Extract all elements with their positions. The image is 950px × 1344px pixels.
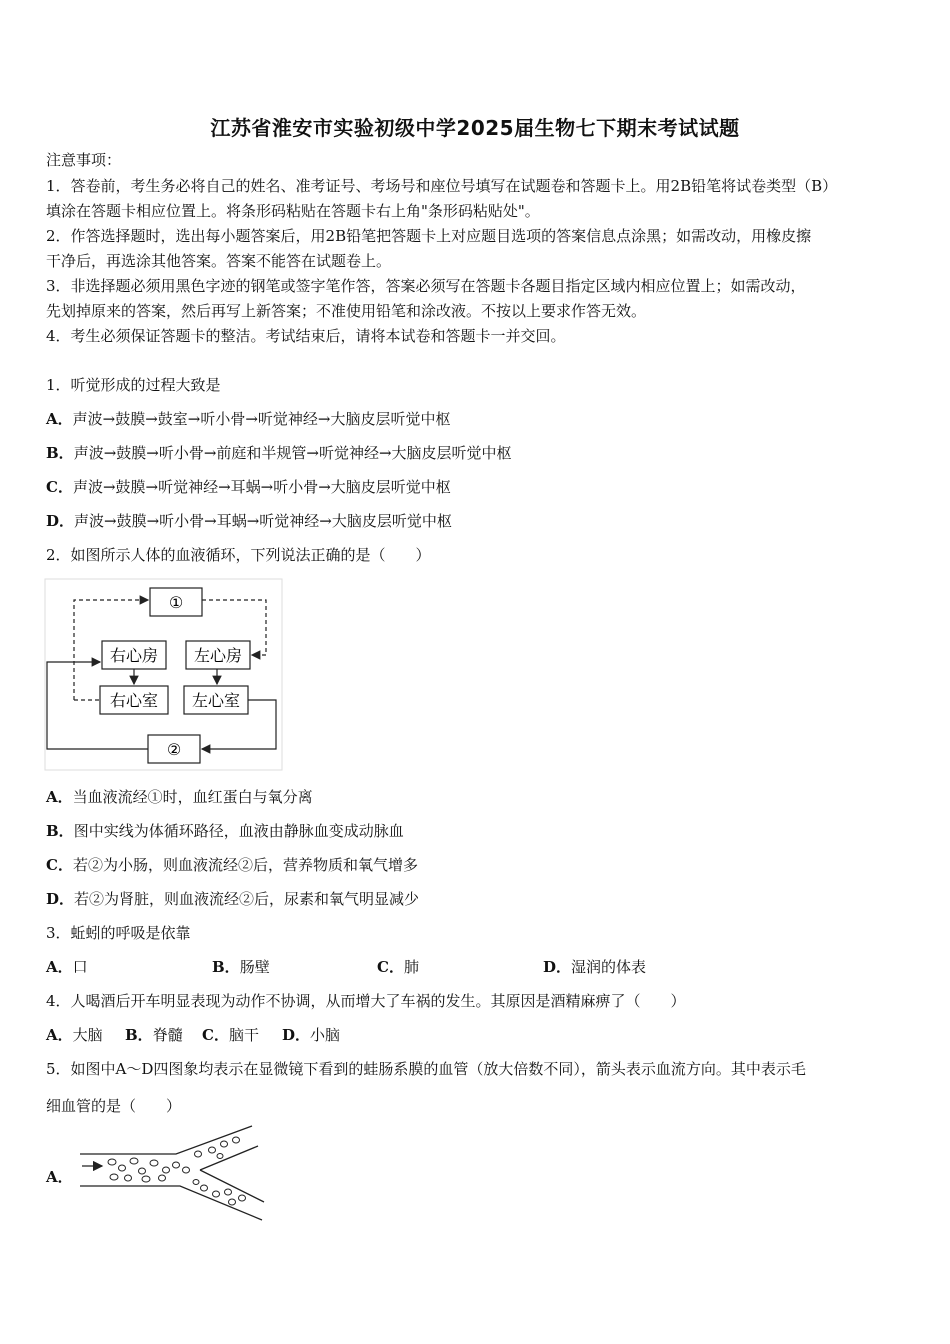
option-label: B．	[212, 958, 240, 976]
blood-circulation-diagram	[44, 578, 284, 772]
left-atrium-label: 左心房	[193, 646, 243, 665]
right-ventricle-label: 右心室	[109, 691, 159, 710]
question-4-stem: 4．人喝酒后开车明显表现为动作不协调，从而增大了车祸的发生。其原因是酒精麻痹了（ ）	[46, 992, 686, 1010]
option-label: B．	[46, 822, 74, 840]
option-text: 小脑	[310, 1026, 341, 1044]
question-5-stem-continued: 细血管的是（ ）	[46, 1097, 182, 1115]
vessel-wall-upper	[80, 1126, 252, 1154]
question-1-stem: 1．听觉形成的过程大致是	[46, 376, 221, 394]
notice-heading: 注意事项：	[46, 151, 122, 169]
option-label: D．	[282, 1026, 311, 1044]
question-4-option-d	[282, 1025, 340, 1045]
question-2-stem: 2．如图所示人体的血液循环，下列说法正确的是（ ）	[46, 546, 431, 564]
notice-item: 3．非选择题必须用黑色字迹的钢笔或签字笔作答，答案必须写在答题卡各题目指定区域内相应位置上；如需改动，	[46, 277, 806, 295]
notice-item: 填涂在答题卡相应位置上。将条形码粘贴在答题卡右上角"条形码粘贴处"。	[46, 202, 540, 220]
question-5-option-a-label	[46, 1167, 73, 1187]
question-4-option-c	[202, 1025, 259, 1045]
question-1-option-c	[46, 477, 451, 497]
option-label: B．	[125, 1026, 153, 1044]
notice-item: 先划掉原来的答案，然后再写上新答案；不准使用铅笔和涂改液。不按以上要求作答无效。	[46, 302, 647, 320]
option-label: A．	[46, 1026, 73, 1044]
node-1-label: ①	[168, 593, 184, 612]
vessel-wall-lower	[80, 1186, 262, 1220]
question-4-options	[46, 1025, 446, 1045]
option-label: C．	[202, 1026, 229, 1044]
question-4-option-b	[125, 1025, 183, 1045]
notice-item: 4．考生必须保证答题卡的整洁。考试结束后，请将本试卷和答题卡一并交回。	[46, 327, 566, 345]
question-2-option-b	[46, 821, 404, 841]
option-text: 湿润的体表	[571, 958, 647, 976]
option-text: 声波→鼓膜→听小骨→耳蜗→听觉神经→大脑皮层听觉中枢	[74, 512, 452, 530]
option-text: 当血液流经①时，血红蛋白与氧分离	[72, 788, 313, 806]
option-text: 声波→鼓膜→鼓室→听小骨→听觉神经→大脑皮层听觉中枢	[72, 410, 451, 428]
option-label: C．	[46, 856, 73, 874]
question-3-option-b	[212, 957, 270, 977]
option-label: D．	[46, 890, 75, 908]
left-ventricle-label: 左心室	[191, 691, 241, 710]
page-title: 江苏省淮安市实验初级中学2025届生物七下期末考试试题	[210, 116, 740, 140]
option-text: 脊髓	[152, 1026, 183, 1044]
question-3-options	[46, 957, 906, 977]
option-label: D．	[46, 512, 75, 530]
notice-item: 1．答卷前，考生务必将自己的姓名、准考证号、考场号和座位号填写在试题卷和答题卡上。用2B铅笔将试卷类型（B）	[46, 177, 838, 195]
notice-item: 干净后，再选涂其他答案。答案不能答在试题卷上。	[46, 252, 392, 270]
question-3-option-c	[377, 957, 419, 977]
option-text: 声波→鼓膜→听觉神经→耳蜗→听小骨→大脑皮层听觉中枢	[72, 478, 451, 496]
question-2-option-d	[46, 889, 419, 909]
option-label: C．	[46, 478, 73, 496]
blood-cells	[108, 1137, 246, 1205]
question-3-stem: 3．蚯蚓的呼吸是依靠	[46, 924, 191, 942]
option-text: 大脑	[72, 1026, 103, 1044]
blood-vessel-branching-image	[76, 1124, 272, 1226]
question-1-option-d	[46, 511, 452, 531]
option-label: A．	[46, 410, 73, 428]
option-text: 肠壁	[239, 958, 270, 976]
question-3-option-d	[543, 957, 646, 977]
node-2-label: ②	[166, 740, 182, 759]
question-3-option-a	[46, 957, 88, 977]
option-text: 图中实线为体循环路径，血液由静脉血变成动脉血	[73, 822, 404, 840]
notice-item: 2．作答选择题时，选出每小题答案后，用2B铅笔把答题卡上对应题目选项的答案信息点涂黑；如需改动，用橡皮擦	[46, 227, 812, 245]
option-label: A．	[46, 1168, 73, 1186]
option-text: 声波→鼓膜→听小骨→前庭和半规管→听觉神经→大脑皮层听觉中枢	[73, 444, 512, 462]
question-4-option-a	[46, 1025, 103, 1045]
option-text: 口	[72, 958, 88, 976]
option-label: C．	[377, 958, 404, 976]
question-2-option-c	[46, 855, 418, 875]
vessel-branch-wall-lower	[200, 1170, 264, 1202]
option-label: B．	[46, 444, 74, 462]
option-text: 脑干	[228, 1026, 259, 1044]
option-text: 肺	[403, 958, 419, 976]
right-atrium-label: 右心房	[109, 646, 159, 665]
question-1-option-b	[46, 443, 512, 463]
option-text: 若②为肾脏，则血液流经②后，尿素和氧气明显减少	[74, 890, 420, 908]
question-1-option-a	[46, 409, 451, 429]
question-5-stem: 5．如图中A～D四图象均表示在显微镜下看到的蛙肠系膜的血管（放大倍数不同），箭头表示血流方向。其中表示毛	[46, 1060, 806, 1078]
option-label: D．	[543, 958, 572, 976]
option-label: A．	[46, 788, 73, 806]
option-text: 若②为小肠，则血液流经②后，营养物质和氧气增多	[72, 856, 418, 874]
option-label: A．	[46, 958, 73, 976]
question-2-option-a	[46, 787, 313, 807]
